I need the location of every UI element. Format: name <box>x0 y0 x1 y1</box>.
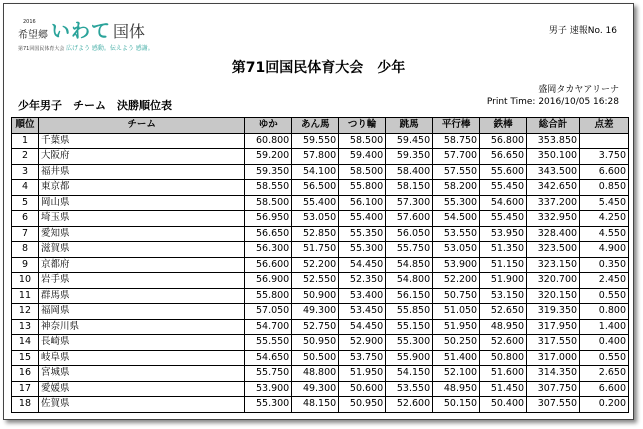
score-cell: 5.450 <box>580 195 629 211</box>
team-cell: 佐賀県 <box>38 397 244 413</box>
column-header: 総合計 <box>527 118 580 134</box>
score-cell: 57.800 <box>292 149 339 165</box>
score-cell: 342.650 <box>527 180 580 196</box>
score-cell: 56.600 <box>245 257 292 273</box>
page-title: 第71回国民体育大会 少年 <box>231 60 406 76</box>
score-cell: 57.600 <box>386 211 433 227</box>
score-cell: 51.950 <box>339 366 386 382</box>
score-cell: 52.750 <box>292 319 339 335</box>
score-cell: 57.050 <box>245 304 292 320</box>
score-cell: 56.950 <box>245 211 292 227</box>
score-cell: 54.600 <box>480 195 527 211</box>
score-cell: 53.050 <box>292 211 339 227</box>
score-cell: 50.750 <box>433 288 480 304</box>
score-cell: 57.700 <box>433 149 480 165</box>
column-header: 平行棒 <box>433 118 480 134</box>
score-cell: 50.800 <box>480 350 527 366</box>
score-cell: 51.950 <box>433 319 480 335</box>
team-cell: 岩手県 <box>38 273 244 289</box>
score-cell: 6.600 <box>580 164 629 180</box>
rank-cell: 2 <box>12 149 39 165</box>
score-cell: 52.600 <box>386 397 433 413</box>
table-row <box>12 288 629 304</box>
column-header: 跳馬 <box>386 118 433 134</box>
score-cell: 337.200 <box>527 195 580 211</box>
table-row <box>12 149 629 165</box>
score-cell: 4.250 <box>580 211 629 227</box>
logo-kibo <box>18 19 48 41</box>
table-row <box>12 257 629 273</box>
table-row <box>12 366 629 382</box>
score-cell: 58.500 <box>339 164 386 180</box>
table-row <box>12 133 629 149</box>
event-logo <box>18 19 154 52</box>
rank-cell: 14 <box>12 335 39 351</box>
score-cell: 50.600 <box>339 381 386 397</box>
table-row <box>12 226 629 242</box>
score-cell: 58.500 <box>245 195 292 211</box>
score-cell: 55.450 <box>480 180 527 196</box>
score-cell: 50.500 <box>292 350 339 366</box>
table-row <box>12 335 629 351</box>
score-cell: 317.950 <box>527 319 580 335</box>
score-cell: 323.500 <box>527 242 580 258</box>
score-cell: 54.450 <box>339 257 386 273</box>
score-cell: 55.900 <box>386 350 433 366</box>
column-header: あん馬 <box>292 118 339 134</box>
logo-iwate: いわて <box>51 20 112 42</box>
score-cell: 56.900 <box>245 273 292 289</box>
team-cell: 福岡県 <box>38 304 244 320</box>
score-cell: 317.550 <box>527 335 580 351</box>
score-cell: 55.400 <box>292 195 339 211</box>
score-cell: 55.750 <box>386 242 433 258</box>
score-cell: 319.350 <box>527 304 580 320</box>
score-cell: 51.450 <box>480 381 527 397</box>
team-cell: 滋賀県 <box>38 242 244 258</box>
score-cell: 55.550 <box>245 335 292 351</box>
score-cell: 55.400 <box>339 211 386 227</box>
score-cell: 0.550 <box>580 350 629 366</box>
team-cell: 神奈川県 <box>38 319 244 335</box>
score-cell: 54.700 <box>245 319 292 335</box>
score-cell: 52.650 <box>480 304 527 320</box>
score-cell: 48.150 <box>292 397 339 413</box>
score-cell: 53.550 <box>433 226 480 242</box>
score-cell: 52.600 <box>480 335 527 351</box>
score-cell: 53.950 <box>480 226 527 242</box>
score-cell: 56.650 <box>480 149 527 165</box>
score-cell: 328.400 <box>527 226 580 242</box>
rank-cell: 6 <box>12 211 39 227</box>
score-cell: 50.900 <box>292 288 339 304</box>
rank-cell: 7 <box>12 226 39 242</box>
score-cell: 60.800 <box>245 133 292 149</box>
logo-kibo-text: 希望郷 <box>18 30 48 41</box>
score-cell: 52.350 <box>339 273 386 289</box>
team-cell: 東京都 <box>38 180 244 196</box>
score-cell: 0.200 <box>580 397 629 413</box>
score-cell: 55.600 <box>480 164 527 180</box>
score-cell: 53.900 <box>433 257 480 273</box>
team-cell: 福井県 <box>38 164 244 180</box>
score-cell: 56.300 <box>245 242 292 258</box>
score-cell: 307.550 <box>527 397 580 413</box>
score-cell: 353.850 <box>527 133 580 149</box>
score-cell: 55.850 <box>386 304 433 320</box>
results-table <box>11 117 629 413</box>
score-cell: 53.750 <box>339 350 386 366</box>
team-cell: 岡山県 <box>38 195 244 211</box>
score-cell: 50.950 <box>292 335 339 351</box>
score-cell: 58.400 <box>386 164 433 180</box>
score-cell: 59.400 <box>339 149 386 165</box>
score-cell: 54.500 <box>433 211 480 227</box>
score-cell: 55.800 <box>339 180 386 196</box>
rank-cell: 16 <box>12 366 39 382</box>
table-header <box>12 118 629 134</box>
score-cell: 59.350 <box>386 149 433 165</box>
rank-cell: 13 <box>12 319 39 335</box>
score-cell: 6.600 <box>580 381 629 397</box>
score-cell: 51.350 <box>480 242 527 258</box>
score-cell: 53.150 <box>480 288 527 304</box>
table-row <box>12 180 629 196</box>
table-row <box>12 350 629 366</box>
table-row <box>12 195 629 211</box>
team-cell: 埼玉県 <box>38 211 244 227</box>
score-cell: 48.950 <box>433 381 480 397</box>
logo-kokutai: 国体 <box>113 22 146 41</box>
score-cell: 51.750 <box>292 242 339 258</box>
score-cell: 59.200 <box>245 149 292 165</box>
score-cell: 57.550 <box>433 164 480 180</box>
score-cell: 0.550 <box>580 288 629 304</box>
score-cell: 350.100 <box>527 149 580 165</box>
score-cell: 51.900 <box>480 273 527 289</box>
score-cell: 59.350 <box>245 164 292 180</box>
rank-cell: 1 <box>12 133 39 149</box>
score-cell: 53.900 <box>245 381 292 397</box>
score-cell: 1.400 <box>580 319 629 335</box>
column-header: ゆか <box>245 118 292 134</box>
score-cell: 0.400 <box>580 335 629 351</box>
column-header: チーム <box>38 118 244 134</box>
score-cell <box>580 133 629 149</box>
score-cell: 54.650 <box>245 350 292 366</box>
team-cell: 大阪府 <box>38 149 244 165</box>
team-cell: 千葉県 <box>38 133 244 149</box>
rank-cell: 9 <box>12 257 39 273</box>
score-cell: 0.800 <box>580 304 629 320</box>
score-cell: 58.550 <box>245 180 292 196</box>
score-cell: 314.350 <box>527 366 580 382</box>
rank-cell: 17 <box>12 381 39 397</box>
score-cell: 57.300 <box>386 195 433 211</box>
score-cell: 3.750 <box>580 149 629 165</box>
score-cell: 52.200 <box>433 273 480 289</box>
table-row <box>12 304 629 320</box>
rank-cell: 3 <box>12 164 39 180</box>
column-header: 鉄棒 <box>480 118 527 134</box>
score-cell: 52.900 <box>339 335 386 351</box>
score-cell: 48.950 <box>480 319 527 335</box>
score-cell: 56.150 <box>386 288 433 304</box>
rank-cell: 11 <box>12 288 39 304</box>
rank-cell: 12 <box>12 304 39 320</box>
column-header: つり輪 <box>339 118 386 134</box>
score-cell: 59.450 <box>386 133 433 149</box>
score-cell: 0.350 <box>580 257 629 273</box>
score-cell: 54.800 <box>386 273 433 289</box>
score-cell: 55.800 <box>245 288 292 304</box>
score-cell: 51.600 <box>480 366 527 382</box>
score-cell: 2.650 <box>580 366 629 382</box>
score-cell: 55.300 <box>245 397 292 413</box>
score-cell: 55.350 <box>339 226 386 242</box>
score-cell: 54.850 <box>386 257 433 273</box>
score-cell: 2.450 <box>580 273 629 289</box>
score-cell: 48.800 <box>292 366 339 382</box>
score-cell: 52.850 <box>292 226 339 242</box>
table-row <box>12 164 629 180</box>
score-cell: 55.300 <box>433 195 480 211</box>
rank-cell: 5 <box>12 195 39 211</box>
score-cell: 332.950 <box>527 211 580 227</box>
score-cell: 307.750 <box>527 381 580 397</box>
score-cell: 53.450 <box>339 304 386 320</box>
report-number: 男子 速報No. 16 <box>548 26 617 36</box>
score-cell: 52.550 <box>292 273 339 289</box>
score-cell: 49.300 <box>292 304 339 320</box>
score-cell: 320.700 <box>527 273 580 289</box>
score-cell: 50.250 <box>433 335 480 351</box>
score-cell: 51.050 <box>433 304 480 320</box>
rank-cell: 18 <box>12 397 39 413</box>
team-cell: 群馬県 <box>38 288 244 304</box>
score-cell: 55.750 <box>245 366 292 382</box>
score-cell: 51.150 <box>480 257 527 273</box>
score-cell: 55.300 <box>339 242 386 258</box>
score-cell: 58.750 <box>433 133 480 149</box>
score-cell: 4.900 <box>580 242 629 258</box>
score-cell: 59.550 <box>292 133 339 149</box>
score-cell: 56.100 <box>339 195 386 211</box>
logo-tagline-small: 第71回国民体育大会 <box>18 46 65 52</box>
score-cell: 55.450 <box>480 211 527 227</box>
score-cell: 317.000 <box>527 350 580 366</box>
score-cell: 49.300 <box>292 381 339 397</box>
team-cell: 愛媛県 <box>38 381 244 397</box>
column-header: 点差 <box>580 118 629 134</box>
score-cell: 320.150 <box>527 288 580 304</box>
score-cell: 343.500 <box>527 164 580 180</box>
team-cell: 愛知県 <box>38 226 244 242</box>
column-header: 順位 <box>12 118 39 134</box>
score-cell: 54.150 <box>386 366 433 382</box>
table-subtitle: 少年男子 チーム 決勝順位表 <box>18 99 172 112</box>
score-cell: 53.400 <box>339 288 386 304</box>
score-cell: 56.650 <box>245 226 292 242</box>
score-cell: 58.150 <box>386 180 433 196</box>
rank-cell: 10 <box>12 273 39 289</box>
team-cell: 岐阜県 <box>38 350 244 366</box>
score-cell: 56.800 <box>480 133 527 149</box>
table-row <box>12 242 629 258</box>
score-cell: 56.500 <box>292 180 339 196</box>
score-cell: 50.150 <box>433 397 480 413</box>
score-cell: 52.100 <box>433 366 480 382</box>
score-cell: 323.150 <box>527 257 580 273</box>
score-cell: 53.050 <box>433 242 480 258</box>
team-cell: 京都府 <box>38 257 244 273</box>
score-cell: 0.850 <box>580 180 629 196</box>
score-cell: 56.050 <box>386 226 433 242</box>
logo-tagline: 広げよう 感動。伝えよう 感謝。 <box>65 45 154 52</box>
print-time: Print Time: 2016/10/05 16:28 <box>486 97 619 107</box>
table-row <box>12 381 629 397</box>
score-cell: 54.450 <box>339 319 386 335</box>
table-row <box>12 211 629 227</box>
score-cell: 55.300 <box>386 335 433 351</box>
rank-cell: 8 <box>12 242 39 258</box>
score-cell: 51.400 <box>433 350 480 366</box>
score-cell: 50.400 <box>480 397 527 413</box>
score-cell: 53.550 <box>386 381 433 397</box>
score-cell: 54.100 <box>292 164 339 180</box>
team-cell: 宮城県 <box>38 366 244 382</box>
table-row <box>12 273 629 289</box>
score-cell: 58.500 <box>339 133 386 149</box>
team-cell: 長崎県 <box>38 335 244 351</box>
venue: 盛岡タカヤアリーナ <box>538 85 619 95</box>
score-cell: 55.150 <box>386 319 433 335</box>
rank-cell: 15 <box>12 350 39 366</box>
table-row <box>12 397 629 413</box>
score-cell: 50.950 <box>339 397 386 413</box>
logo-year: 2016 <box>23 19 36 25</box>
score-cell: 58.200 <box>433 180 480 196</box>
rank-cell: 4 <box>12 180 39 196</box>
score-cell: 4.550 <box>580 226 629 242</box>
table-row <box>12 319 629 335</box>
score-cell: 52.200 <box>292 257 339 273</box>
